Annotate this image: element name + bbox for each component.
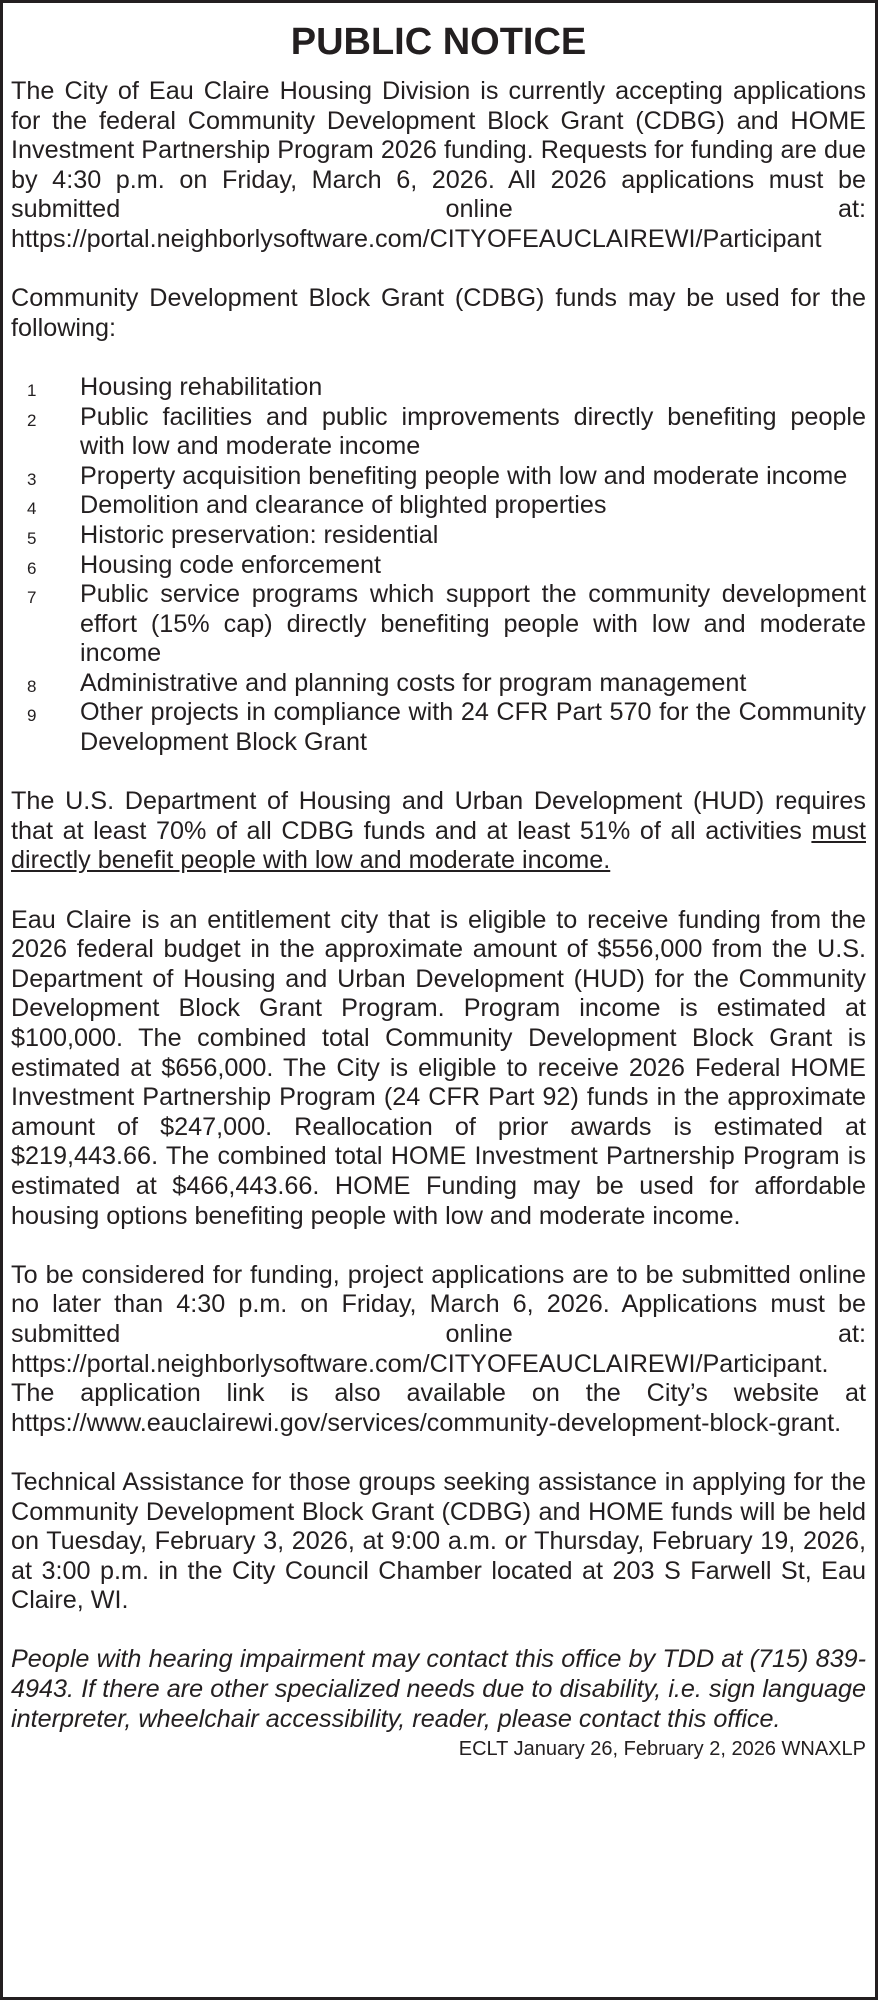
list-item-text: Other projects in compliance with 24 CFR Part 570 for the Community Development Block Grant bbox=[80, 698, 866, 757]
notice-title: PUBLIC NOTICE bbox=[290, 21, 587, 63]
accessibility-paragraph: People with hearing impairment may contact this office by TDD at (715) 839-4943. If there are other specialized needs due to disability, i.e. sign language interpreter, wheelchair accessibility, reader, please contact this office. bbox=[11, 1645, 866, 1733]
list-number: 3 bbox=[27, 469, 37, 489]
intro-paragraph: The City of Eau Claire Housing Division is currently accepting applications for the federal Community Development Block Grant (CDBG) and HOME Investment Partnership Program 2026 funding. Requests for funding are due by 4:30 p.m. on Friday, March 6, 2026. All 2026 applications must be submitted online at: https://portal.neighborlysoftware.com/CITYOFEAUCLAIREWI/Participant bbox=[11, 77, 866, 253]
hud-requirement-paragraph bbox=[11, 787, 866, 876]
list-item-text: Demolition and clearance of blighted properties bbox=[80, 491, 607, 520]
list-item-text: Property acquisition benefiting people with low and moderate income bbox=[80, 461, 848, 490]
hud-requirement-text: The U.S. Department of Housing and Urban Development (HUD) requires that at least 70% of all CDBG funds and at least 51% of all activities bbox=[11, 787, 866, 845]
list-number: 4 bbox=[27, 499, 37, 519]
technical-assistance-paragraph: Technical Assistance for those groups seeking assistance in applying for the Community Development Block Grant (CDBG) and HOME funds will be held on Tuesday, February 3, 2026, at 9:00 a.m. or Thursday, February 19, 2026, at 3:00 p.m. in the City Council Chamber located at 203 S Farwell St, Eau Claire, WI. bbox=[11, 1467, 866, 1615]
cdbg-uses-intro: Community Development Block Grant (CDBG) funds may be used for the following: bbox=[11, 284, 866, 342]
list-item-text: Public facilities and public improvements directly benefiting people with low and moderate income bbox=[80, 402, 866, 461]
list-number: 5 bbox=[27, 528, 37, 548]
list-item bbox=[11, 521, 866, 551]
list-item-text: Public service programs which support the community development effort (15% cap) directly benefiting people with low and moderate income bbox=[80, 580, 866, 668]
list-number: 7 bbox=[27, 588, 37, 608]
list-number: 6 bbox=[27, 558, 37, 578]
list-number: 2 bbox=[27, 410, 37, 430]
hud-requirement-emphasis: must directly benefit people with low and moderate income. bbox=[11, 816, 866, 875]
list-number: 1 bbox=[27, 380, 37, 400]
publication-line: ECLT January 26, February 2, 2026 WNAXLP bbox=[458, 1738, 866, 1761]
list-item-text: Historic preservation: residential bbox=[80, 520, 439, 549]
list-item bbox=[11, 491, 866, 521]
list-item bbox=[11, 403, 866, 462]
list-item-text: Housing code enforcement bbox=[80, 550, 382, 579]
list-item bbox=[11, 551, 866, 581]
cdbg-uses-list bbox=[11, 373, 866, 758]
list-item-text: Housing rehabilitation bbox=[80, 372, 323, 401]
submission-paragraph: To be considered for funding, project applications are to be submitted online no later than 4:30 p.m. on Friday, March 6, 2026. Applications must be submitted online at: https://portal.neighborlysoftware.com/CITYOFEAUCLAIREWI/Participant. The application link is also available on the City’s website at https://www.eauclairewi.gov/services/community-development-block-grant. bbox=[11, 1260, 866, 1437]
list-item bbox=[11, 462, 866, 492]
funding-amounts-paragraph: Eau Claire is an entitlement city that is eligible to receive funding from the 2026 federal budget in the approximate amount of $556,000 from the U.S. Department of Housing and Urban Development (HUD) for the Community Development Block Grant Program. Program income is estimated at $100,000. The combined total Community Development Block Grant is estimated at $656,000. The City is eligible to receive 2026 Federal HOME Investment Partnership Program (24 CFR Part 92) funds in the approximate amount of $247,000. Reallocation of prior awards is estimated at $219,443.66. The combined total HOME Investment Partnership Program is estimated at $466,443.66. HOME Funding may be used for affordable housing options benefiting people with low and moderate income. bbox=[11, 905, 866, 1230]
list-item bbox=[11, 669, 866, 699]
list-item-text: Administrative and planning costs for program management bbox=[80, 668, 747, 697]
list-item bbox=[11, 698, 866, 757]
list-number: 8 bbox=[27, 676, 37, 696]
list-item bbox=[11, 580, 866, 669]
list-item bbox=[11, 373, 866, 403]
list-number: 9 bbox=[27, 706, 37, 726]
